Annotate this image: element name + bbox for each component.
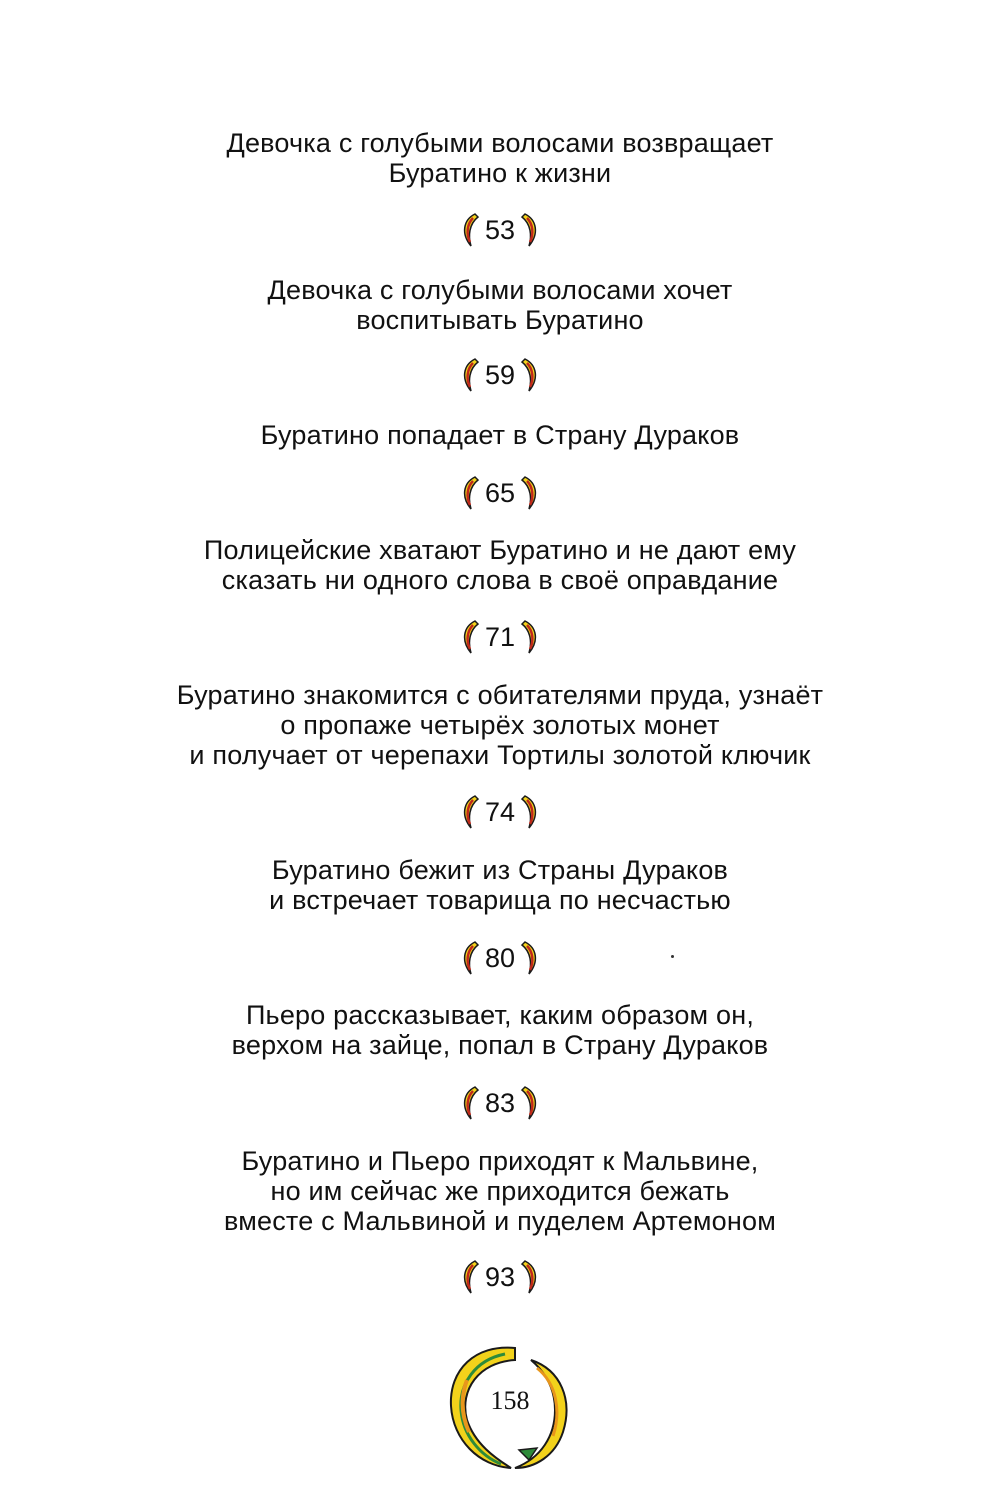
- toc-entry-line: Буратино знакомится с обитателями пруда, узнаёт: [176, 680, 824, 710]
- toc-page-number[interactable]: [0, 938, 1000, 978]
- toc-entry-line: Буратино попадает в Страну Дураков: [260, 420, 740, 450]
- left-bracket-ornament-icon: [459, 212, 481, 248]
- toc-entry-line: сказать ни одного слова в своё оправдание: [221, 565, 779, 595]
- toc-page-number[interactable]: [0, 617, 1000, 657]
- page-number-label: 71: [484, 622, 516, 652]
- right-bracket-ornament-icon: [519, 794, 541, 830]
- toc-entry-line: Буратино и Пьеро приходят к Мальвине,: [241, 1146, 759, 1176]
- right-bracket-ornament-icon: [519, 940, 541, 976]
- toc-page-number[interactable]: [0, 1083, 1000, 1123]
- right-bracket-ornament-icon: [519, 212, 541, 248]
- toc-entry-line: вместе с Мальвиной и пуделем Артемоном: [224, 1206, 776, 1236]
- right-bracket-ornament-icon: [519, 475, 541, 511]
- toc-page-number[interactable]: [0, 473, 1000, 513]
- left-bracket-ornament-icon: [459, 940, 481, 976]
- page-number-label: 83: [484, 1088, 516, 1118]
- toc-entry-title: [0, 275, 1000, 335]
- left-bracket-ornament-icon: [459, 1259, 481, 1295]
- toc-entry-title: [0, 1146, 1000, 1236]
- page-number-label: 65: [484, 478, 516, 508]
- toc-entry-line: воспитывать Буратино: [356, 305, 644, 335]
- left-bracket-ornament-icon: [459, 619, 481, 655]
- toc-entry-title: [0, 1000, 1000, 1060]
- page-number-text: 158: [490, 1386, 530, 1415]
- toc-entry-line: верхом на зайце, попал в Страну Дураков: [231, 1030, 769, 1060]
- toc-entry-title: [0, 855, 1000, 915]
- toc-entry-line: и получает от черепахи Тортилы золотой ключик: [189, 740, 811, 770]
- right-bracket-ornament-icon: [519, 1259, 541, 1295]
- toc-entry-line: Пьеро рассказывает, каким образом он,: [245, 1000, 755, 1030]
- toc-entry-line: и встречает товарища по несчастью: [269, 885, 731, 915]
- toc-entry-title: [0, 535, 1000, 595]
- toc-entry-line: но им сейчас же приходится бежать: [270, 1176, 730, 1206]
- toc-page-number[interactable]: [0, 210, 1000, 250]
- page-number-label: 59: [484, 360, 516, 390]
- right-bracket-ornament-icon: [519, 357, 541, 393]
- toc-page-number[interactable]: [0, 355, 1000, 395]
- toc-entry-title: [0, 680, 1000, 770]
- toc-entry-line: Девочка с голубыми волосами возвращает: [226, 128, 774, 158]
- right-bracket-ornament-icon: [519, 1085, 541, 1121]
- page-number-label: 93: [484, 1262, 516, 1292]
- toc-entry-line: Девочка с голубыми волосами хочет: [267, 275, 733, 305]
- page-number-label: 74: [484, 797, 516, 827]
- toc-entry-line: Буратино к жизни: [388, 158, 612, 188]
- toc-entry-line: Буратино бежит из Страны Дураков: [271, 855, 729, 885]
- page-number-badge: [445, 1340, 575, 1475]
- toc-entry-line: о пропаже четырёх золотых монет: [280, 710, 720, 740]
- left-bracket-ornament-icon: [459, 475, 481, 511]
- toc-entry-title: [0, 420, 1000, 450]
- toc-page-number[interactable]: [0, 792, 1000, 832]
- page-number-label: 53: [484, 215, 516, 245]
- toc-entry-title: [0, 128, 1000, 188]
- left-bracket-ornament-icon: [459, 1085, 481, 1121]
- page-number-label: 80: [484, 943, 516, 973]
- left-bracket-ornament-icon: [459, 357, 481, 393]
- ink-speck: [671, 955, 674, 958]
- right-bracket-ornament-icon: [519, 619, 541, 655]
- toc-entry-line: Полицейские хватают Буратино и не дают ему: [203, 535, 797, 565]
- toc-page-number[interactable]: [0, 1257, 1000, 1297]
- left-bracket-ornament-icon: [459, 794, 481, 830]
